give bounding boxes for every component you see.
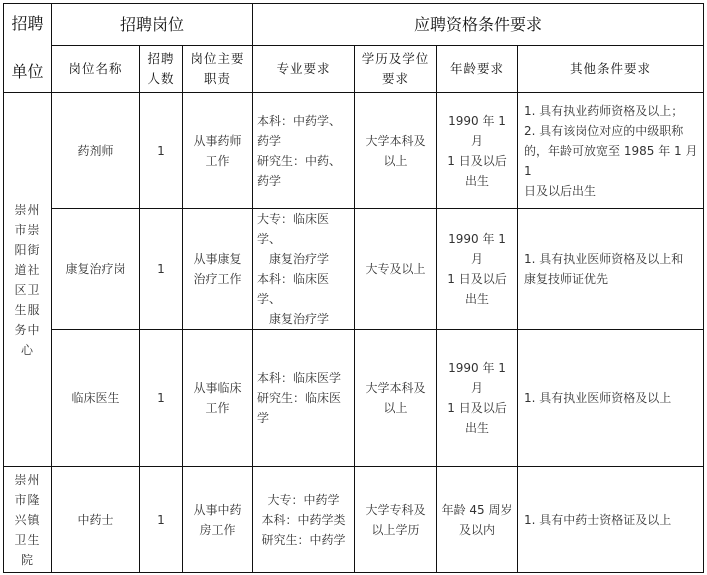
table-row	[4, 330, 704, 467]
unit-name-line: 阳街	[14, 242, 41, 257]
other-line: 1. 具有中药士资格证及以上	[524, 512, 672, 527]
education-requirement	[355, 330, 437, 467]
header-education-line-1: 学历及学位	[361, 51, 430, 66]
education-line: 大学专科及	[365, 502, 426, 517]
education-line: 以上	[383, 153, 408, 168]
position-name: 临床医生	[52, 330, 140, 467]
major-line: 本科：临床医学、	[257, 272, 330, 306]
major-line: 本科：中药学类	[261, 512, 346, 527]
education-requirement	[355, 209, 437, 330]
unit-name-line: 市崇	[14, 222, 41, 237]
other-line: 1. 具有执业医师资格及以上	[524, 391, 672, 405]
age-line: 1 日及以后	[447, 272, 507, 286]
header-duties-line-1: 岗位主要	[190, 51, 245, 66]
age-requirement	[437, 330, 518, 467]
duties-line: 从事临床	[193, 381, 242, 395]
education-line: 以上	[383, 401, 408, 415]
age-requirement	[437, 209, 518, 330]
header-group-requirements: 应聘资格条件要求	[253, 4, 704, 46]
age-line: 出生	[465, 421, 490, 435]
headcount: 1	[140, 330, 183, 467]
unit-name-line: 市隆	[14, 492, 41, 507]
other-line: 康复技师证优先	[524, 272, 609, 286]
duties	[183, 93, 253, 209]
unit-name-line: 心	[20, 342, 34, 357]
age-line: 出生	[465, 292, 490, 306]
position-name: 康复治疗岗	[52, 209, 140, 330]
header-row-2	[4, 46, 704, 93]
header-education	[355, 46, 437, 93]
position-name: 中药士	[52, 467, 140, 573]
recruitment-table	[3, 3, 704, 573]
age-line: 年龄 45 周岁	[441, 502, 513, 517]
education-line: 大专及以上	[365, 262, 426, 276]
duties	[183, 209, 253, 330]
unit-name-longxing	[4, 467, 52, 573]
other-requirement	[518, 467, 704, 573]
other-line: 日及以后出生	[524, 183, 597, 198]
header-other: 其他条件要求	[518, 46, 704, 93]
age-line: 1990 年 1 月	[448, 113, 506, 148]
header-row-1	[4, 4, 704, 46]
age-line: 1990 年 1 月	[448, 361, 506, 395]
major-requirement	[253, 330, 355, 467]
duties-line: 房工作	[199, 522, 236, 537]
header-headcount	[140, 46, 183, 93]
header-unit-top: 招聘	[11, 14, 44, 33]
unit-name-line: 道社	[14, 262, 41, 277]
duties-line: 从事药师	[193, 133, 242, 148]
header-age: 年龄要求	[437, 46, 518, 93]
header-duties	[183, 46, 253, 93]
education-line: 大学本科及	[365, 133, 426, 148]
table-row	[4, 209, 704, 330]
table-row	[4, 93, 704, 209]
duties-line: 治疗工作	[193, 272, 242, 286]
duties	[183, 467, 253, 573]
other-line: 的，年龄可放宽至 1985 年 1 月 1	[524, 143, 698, 178]
major-line: 研究生：中药学	[261, 532, 346, 547]
major-line: 大专：中药学	[267, 492, 340, 507]
headcount: 1	[140, 93, 183, 209]
header-education-line-2: 要求	[382, 71, 410, 86]
unit-name-chongyang	[4, 93, 52, 467]
major-line: 药学	[257, 173, 282, 188]
other-line: 1. 具有执业医师资格及以上和	[524, 252, 684, 266]
major-line: 研究生：临床医	[257, 391, 342, 405]
age-line: 及以内	[459, 522, 496, 537]
unit-name-line: 兴镇	[14, 512, 41, 527]
unit-name-line: 务中	[14, 322, 41, 337]
age-line: 1990 年 1 月	[448, 232, 506, 266]
unit-name-line: 崇州	[14, 472, 41, 487]
table-row	[4, 467, 704, 573]
header-headcount-line-2: 人数	[147, 71, 175, 86]
header-unit	[4, 4, 52, 93]
major-line: 学	[257, 411, 270, 425]
header-position-name: 岗位名称	[52, 46, 140, 93]
age-line: 出生	[465, 173, 490, 188]
duties-line: 工作	[205, 153, 230, 168]
major-requirement	[253, 467, 355, 573]
education-line: 大学本科及	[365, 381, 426, 395]
major-requirement	[253, 209, 355, 330]
education-line: 以上学历	[371, 522, 420, 537]
major-line: 本科：中药学、	[257, 113, 342, 128]
headcount: 1	[140, 467, 183, 573]
other-requirement	[518, 330, 704, 467]
unit-name-line: 卫生	[14, 532, 41, 547]
other-line: 1. 具有执业药师资格及以上；	[524, 103, 684, 118]
age-requirement	[437, 467, 518, 573]
age-line: 1 日及以后	[447, 401, 507, 415]
header-group-position: 招聘岗位	[52, 4, 253, 46]
age-requirement	[437, 93, 518, 209]
header-headcount-line-1: 招聘	[147, 51, 175, 66]
unit-name-line: 崇州	[14, 202, 41, 217]
major-line: 本科：临床医学	[257, 371, 342, 385]
duties-line: 从事康复	[193, 252, 242, 266]
major-line: 康复治疗学	[269, 252, 330, 266]
major-line: 大专：临床医学、	[257, 212, 330, 246]
header-duties-line-2: 职责	[204, 71, 232, 86]
unit-name-line: 生服	[14, 302, 41, 317]
education-requirement	[355, 467, 437, 573]
major-line: 康复治疗学	[269, 312, 330, 326]
education-requirement	[355, 93, 437, 209]
unit-name-line: 区卫	[14, 282, 41, 297]
age-line: 1 日及以后	[447, 153, 507, 168]
major-line: 研究生：中药、	[257, 153, 342, 168]
unit-name-line: 院	[20, 552, 34, 567]
header-major: 专业要求	[253, 46, 355, 93]
duties-line: 工作	[205, 401, 230, 415]
position-name: 药剂师	[52, 93, 140, 209]
header-unit-bottom: 单位	[11, 62, 44, 81]
major-requirement	[253, 93, 355, 209]
other-requirement	[518, 209, 704, 330]
other-line: 2. 具有该岗位对应的中级职称	[524, 123, 684, 138]
other-requirement	[518, 93, 704, 209]
major-line: 药学	[257, 133, 282, 148]
duties	[183, 330, 253, 467]
duties-line: 从事中药	[193, 502, 242, 517]
headcount: 1	[140, 209, 183, 330]
